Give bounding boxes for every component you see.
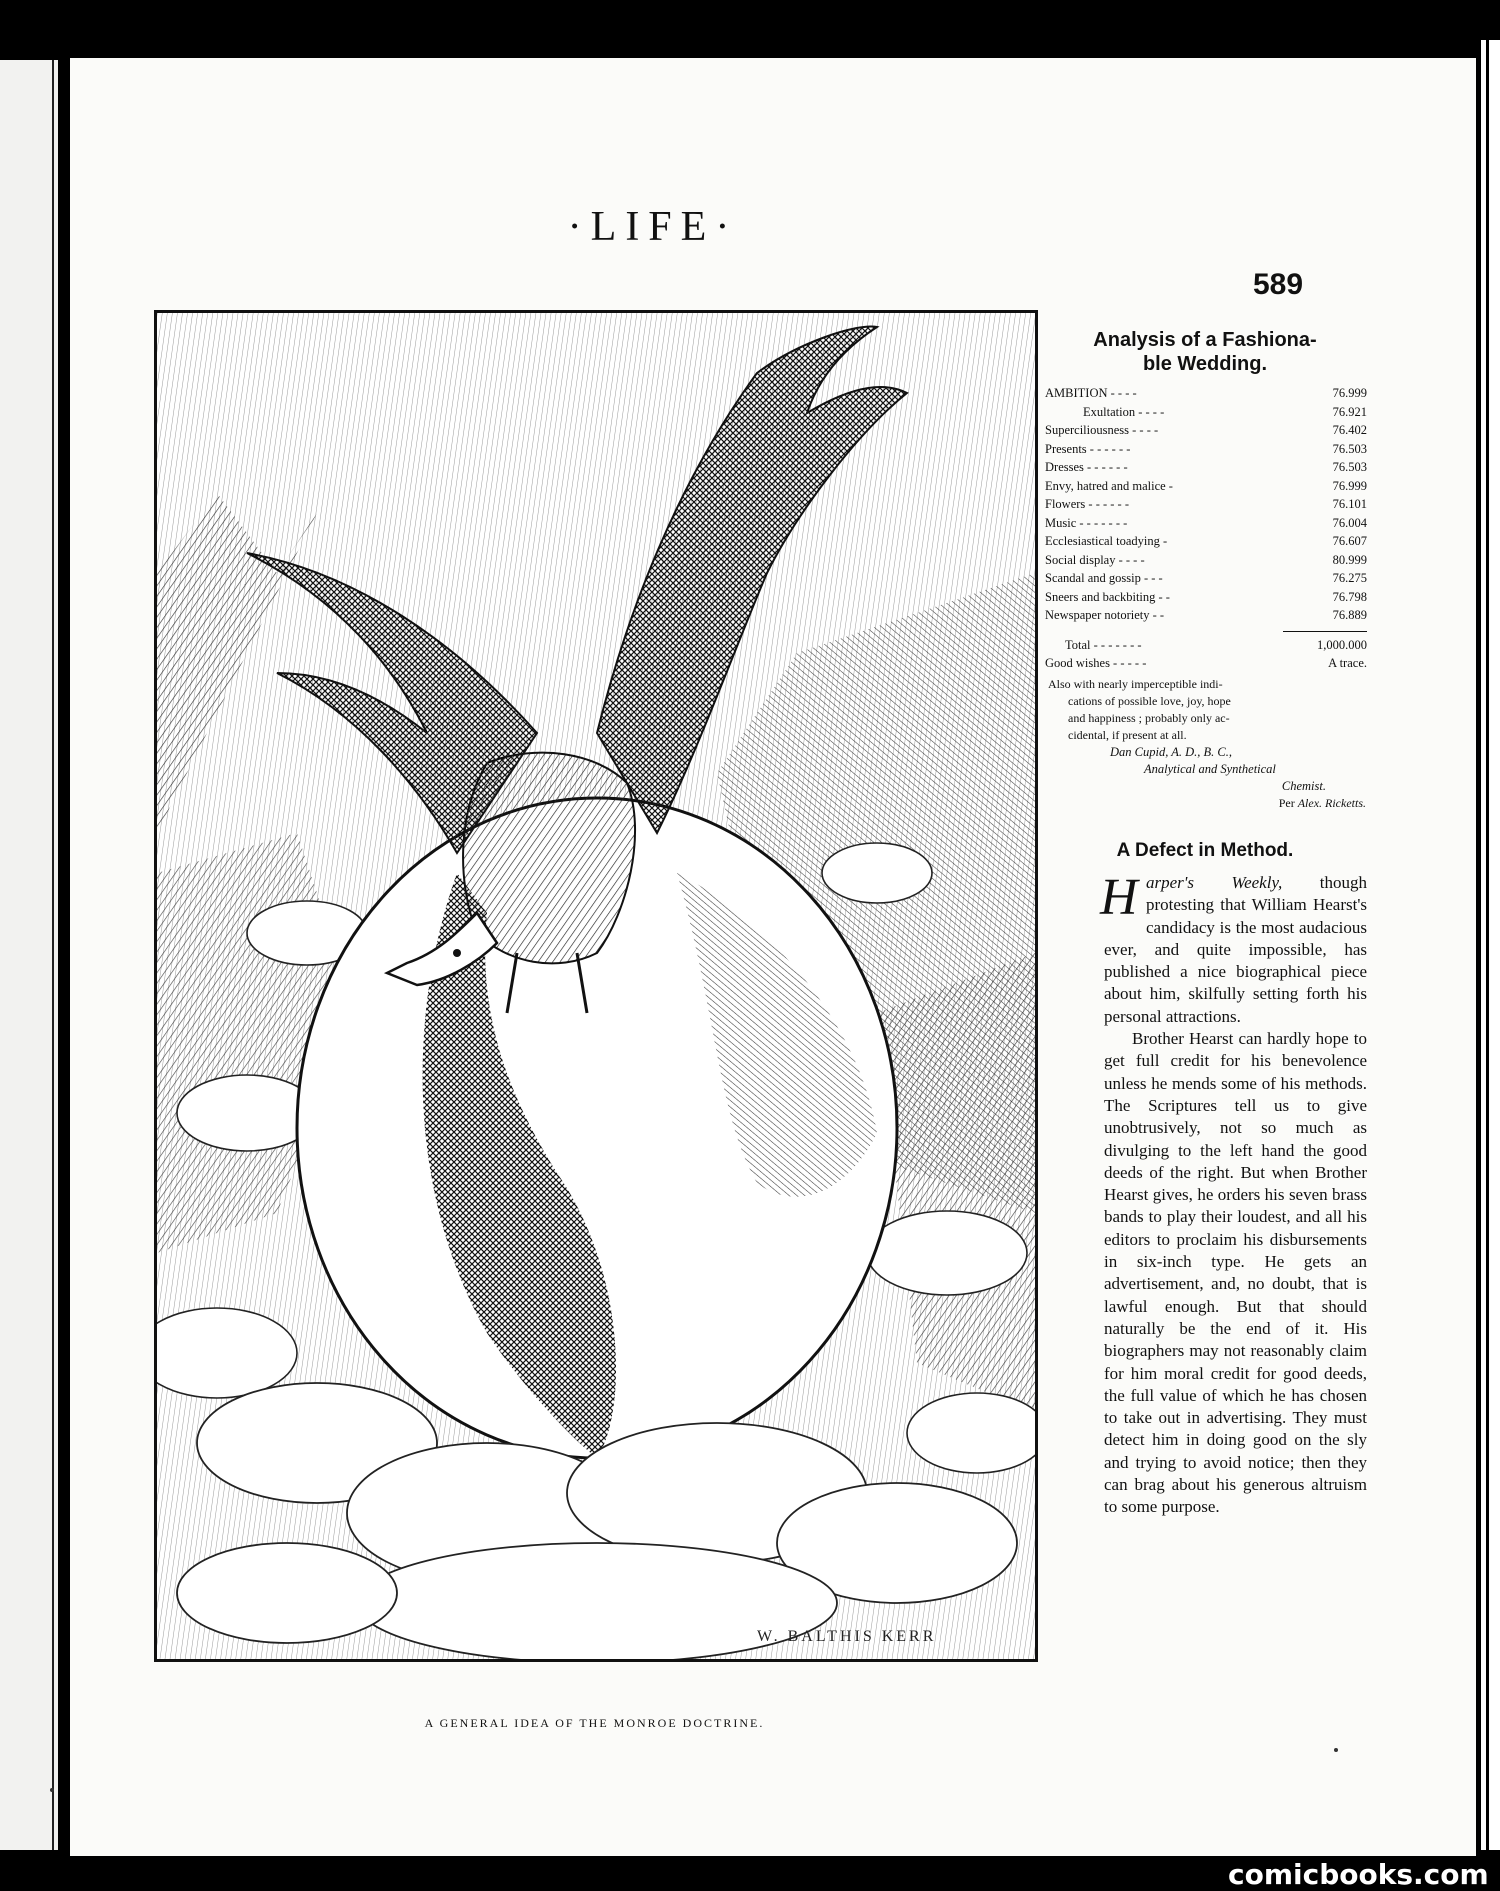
analysis-row: Music - - - - - - - 76.004: [1045, 515, 1367, 530]
analysis-row: Exultation - - - - 76.921: [1083, 404, 1367, 419]
article-title: A Defect in Method.: [1116, 840, 1294, 861]
analysis-row: Newspaper notoriety - - 76.889: [1045, 608, 1367, 622]
analysis-good-wishes-row: Good wishes - - - - - A trace.: [1045, 656, 1367, 670]
magazine-page: [70, 58, 1476, 1856]
page-edge-right: [1478, 40, 1500, 1850]
analysis-row: Sneers and backbiting - - 76.798: [1045, 589, 1367, 604]
analysis-row: Flowers - - - - - - 76.101: [1045, 497, 1367, 511]
analysis-row: Scandal and gossip - - - 76.275: [1045, 571, 1367, 585]
drop-cap: H: [1100, 869, 1138, 926]
illustration: [154, 310, 1038, 1662]
previous-page-edge: [0, 60, 58, 1850]
article-paragraph: Harper's Weekly, though protesting that William Hearst's candidacy is the most audacious ever, and quite impossible, has published a nice biographical piece about him, skilfully setting forth his personal attractions.: [1100, 869, 1367, 1026]
analysis-note: Also with nearly imperceptible indi- cations of possible love, joy, hope and happiness ; probably only ac- cidental, if present at all. Dan Cupid, A. D., B. C., Analytical and Synthetical Chemist. Per Alex. Ricketts.: [1048, 677, 1366, 810]
analysis-row: AMBITION - - - - 76.999: [1045, 386, 1367, 400]
analysis-title: Analysis of a Fashiona- ble Wedding.: [1093, 329, 1317, 375]
analysis-row: Dresses - - - - - - 76.503: [1045, 460, 1367, 474]
watermark: comicbooks.com: [1228, 1858, 1489, 1891]
page-number: 589: [1253, 268, 1304, 301]
analysis-total-row: Total - - - - - - - 1,000.000: [1065, 637, 1367, 652]
margin-dot: [50, 1788, 54, 1792]
article-paragraph: Brother Hearst can hardly hope to get full credit for his benevolence unless he mends some of his methods. The Scriptures tell us to give unobtrusively, not so much as divulging to the left hand the good deeds of the right. But when Brother Hearst gives, he orders his seven brass bands to play their loudest, and all his editors to proclaim his disbursements in six-inch type. He gets an advertisement, and, no doubt, that is lawful enough. But that should naturally be the end of it. His biographers may not reasonably claim for him moral credit for good deeds, the full value of which he has chosen to take out in advertising. They must detect him in doing good on the sly and trying to avoid notice; then they can brag about his generous altruism to some purpose.: [1104, 1029, 1367, 1517]
analysis-row: Presents - - - - - - 76.503: [1045, 441, 1367, 456]
total-rule: [1283, 631, 1367, 632]
illustration-caption: A GENERAL IDEA OF THE MONROE DOCTRINE.: [424, 1716, 765, 1730]
analysis-table: [1045, 384, 1367, 673]
masthead: ·LIFE·: [567, 204, 739, 250]
analysis-row: Envy, hatred and malice - 76.999: [1045, 478, 1367, 493]
article-body: [1100, 869, 1367, 1519]
artist-signature: W. BALTHIS KERR: [757, 1628, 937, 1645]
signature-line: Analytical and Synthetical: [1144, 762, 1276, 776]
signature-line: Chemist.: [1281, 779, 1326, 793]
eagle-on-globe-drawing: [157, 313, 1035, 1659]
analysis-row: Superciliousness - - - - 76.402: [1045, 423, 1367, 437]
analysis-row: Social display - - - - 80.999: [1045, 552, 1367, 567]
margin-dot: [1334, 1748, 1338, 1752]
signature-line: Dan Cupid, A. D., B. C.,: [1110, 745, 1232, 759]
signature-per: Per Alex. Ricketts.: [1278, 796, 1366, 810]
analysis-row: Ecclesiastical toadying - 76.607: [1045, 534, 1367, 548]
